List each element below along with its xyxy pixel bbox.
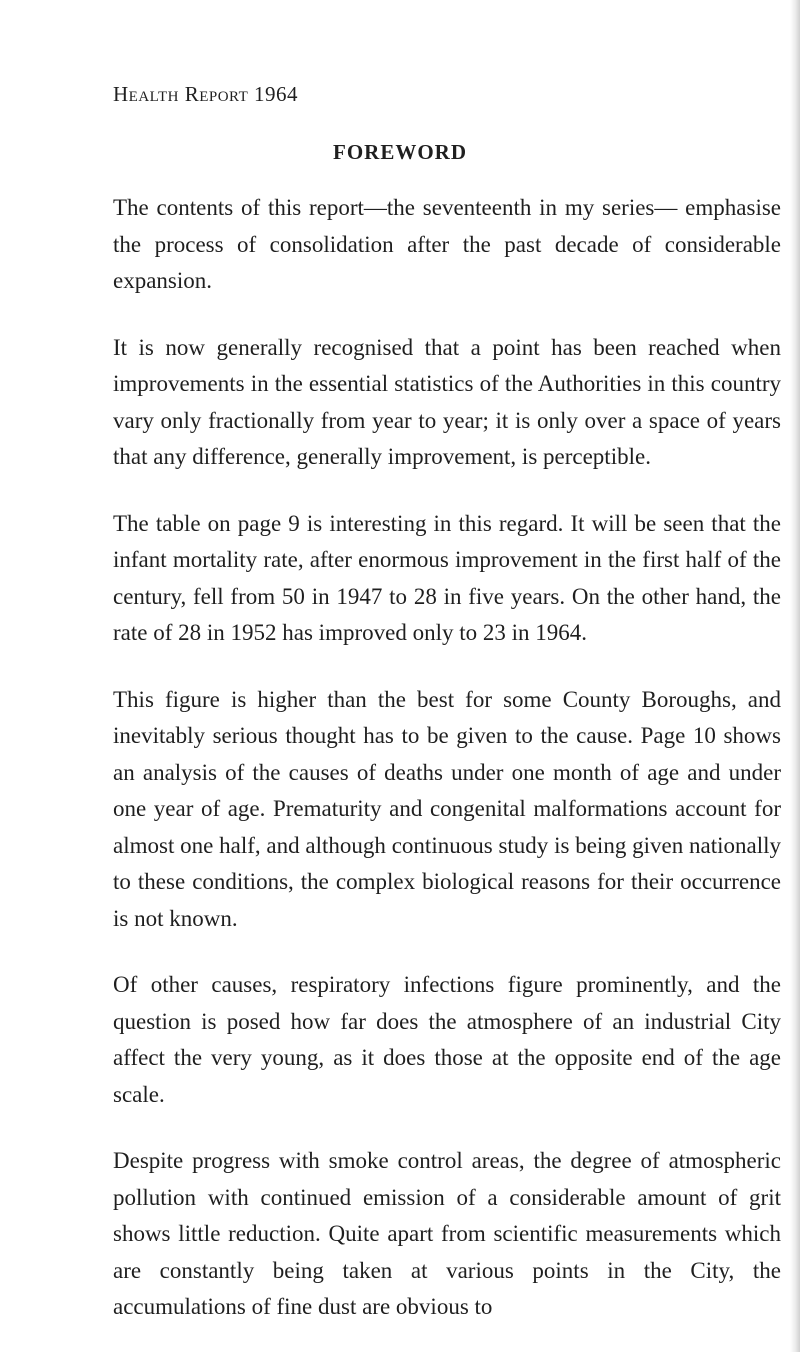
paragraph-4: This figure is higher than the best for some County Boroughs, and inevitably serious thought has to be given to the cause. Page 10 shows an analysis of the causes of deaths under one month of age and under one year of age. Prematurity and congenital malformations account for almost one half, and although continuous study is being given nationally to these conditions, the complex biological reasons for their occurrence is not known. <box>113 686 781 931</box>
body-text <box>113 190 781 1326</box>
paragraph-1: The contents of this report—the seventeenth in my series— emphasise the process of consolidation after the past decade of considerable expansion. <box>113 195 781 293</box>
paragraph-6: Despite progress with smoke control areas, the degree of atmospheric pollution with continued emission of a considerable amount of grit shows little reduction. Quite apart from scientific measurements which are constantly being taken at various points in the City, the accumulations of fine dust are obvious to <box>113 1148 781 1319</box>
paragraph-5: Of other causes, respiratory infections figure prominently, and the question is posed how far does the atmosphere of an industrial City affect the very young, as it does those at the opposite end of the age scale. <box>113 972 781 1107</box>
paragraph-2: It is now generally recognised that a point has been reached when improvements in the essential statistics of the Authorities in this country vary only fractionally from year to year; it is only over a space of years that any difference, generally improvement, is perceptible. <box>113 334 781 469</box>
paragraph-3: The table on page 9 is interesting in this regard. It will be seen that the infant mortality rate, after enormous improvement in the first half of the century, fell from 50 in 1947 to 28 in five years. On the other hand, the rate of 28 in 1952 has improved only to 23 in 1964. <box>113 510 781 645</box>
running-head: Health Report 1964 <box>113 82 299 106</box>
page-edge-shadow <box>790 0 800 1352</box>
page-title: FOREWORD <box>333 140 467 164</box>
